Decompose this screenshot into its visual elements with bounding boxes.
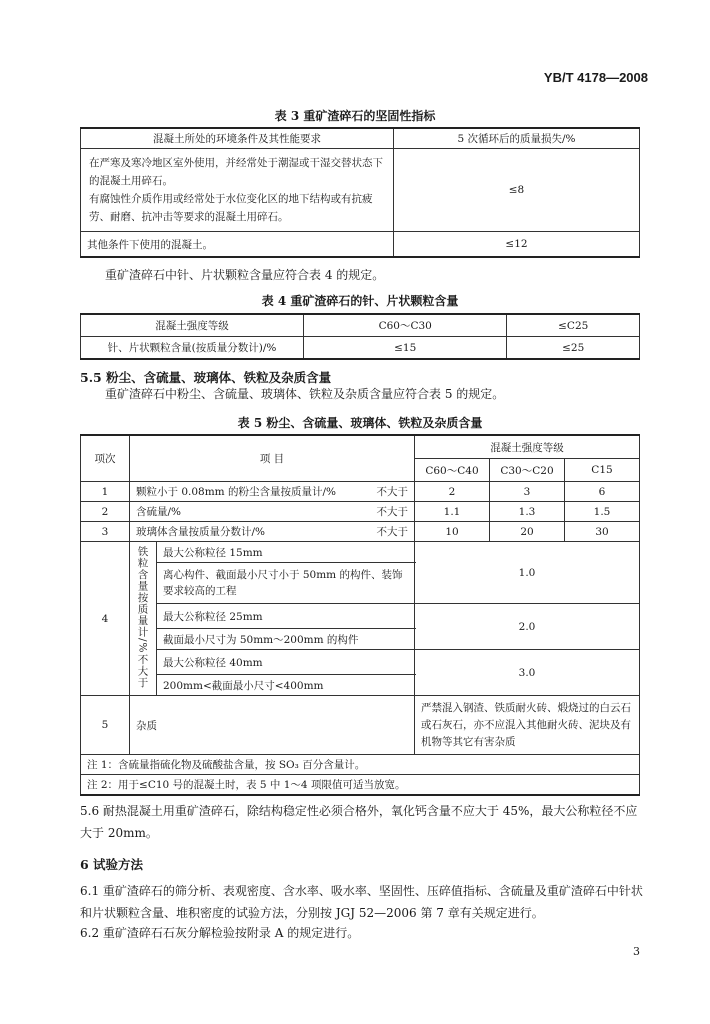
section-6-2: 6.2 重矿渣碎石石灰分解检验按附录 A 的规定进行。	[80, 926, 360, 940]
table5-r3-no: 3	[81, 522, 130, 542]
table5-r1-v3: 6	[565, 482, 640, 502]
table4	[80, 313, 640, 360]
table5-g2: C30～C20	[490, 459, 565, 482]
table3	[80, 127, 640, 258]
table5-r4-a: 最大公称粒径 15mm	[157, 542, 415, 563]
table5	[80, 434, 640, 796]
table5-caption: 表 5 粉尘、含硫量、玻璃体、铁粒及杂质含量	[237, 416, 483, 430]
table5-r4-v3: 3.0	[415, 650, 640, 696]
table4-r3: ≤25	[507, 337, 640, 360]
table5-g1: C60～C40	[415, 459, 490, 482]
table5-r1-item: 颗粒小于 0.08mm 的粉尘含量按质量计/% 不大于	[130, 482, 415, 502]
table5-h-grade: 混凝土强度等级	[415, 435, 640, 459]
table4-caption: 表 4 重矿渣碎石的针、片状颗粒含量	[261, 294, 459, 308]
table5-note1: 注 1：含硫量指硫化物及硫酸盐含量，按 SO₃ 百分含量计。	[81, 755, 640, 775]
table5-h-item: 项 目	[130, 435, 415, 482]
table5-r2-v3: 1.5	[565, 502, 640, 522]
table5-r4-b: 离心构件、截面最小尺寸小于 50mm 的构件、装饰要求较高的工程	[157, 563, 415, 604]
table5-h-no: 项次	[81, 435, 130, 482]
table3-row2-value: ≤12	[394, 232, 640, 258]
table4-h2: C60～C30	[304, 314, 507, 337]
table5-r4-v1: 1.0	[415, 542, 640, 604]
table5-r2-no: 2	[81, 502, 130, 522]
table3-caption: 表 3 重矿渣碎石的坚固性指标	[274, 109, 436, 123]
table5-r4-e: 最大公称粒径 40mm	[157, 650, 415, 675]
table5-r5-item: 杂质	[130, 696, 415, 755]
section-6-1: 6.1 重矿渣碎石的筛分析、表观密度、含水率、吸水率、坚固性、压碎值指标、含硫量及重矿渣碎石中针状和片状颗粒含量、堆积密度的试验方法，分别按 JGJ 52—2006 第 7 章有关规定进行。	[80, 884, 643, 920]
page-number: 3	[633, 945, 640, 958]
section-5-5-title: 5.5 粉尘、含硫量、玻璃体、铁粒及杂质含量	[80, 370, 332, 385]
table5-r3-v2: 20	[490, 522, 565, 542]
table5-r3-v3: 30	[565, 522, 640, 542]
table5-r2-v2: 1.3	[490, 502, 565, 522]
table5-r5-value: 严禁混入钢渣、铁质耐火砖、煅烧过的白云石或石灰石，亦不应混入其他耐火砖、泥块及有机物等其它有害杂质	[415, 696, 640, 755]
table5-r2-v1: 1.1	[415, 502, 490, 522]
table5-r4-f: 200mm<截面最小尺寸<400mm	[157, 675, 415, 696]
section-5-5-text: 重矿渣碎石中粉尘、含硫量、玻璃体、铁粒及杂质含量应符合表 5 的规定。	[105, 387, 505, 401]
table3-header-condition: 混凝土所处的环境条件及其性能要求	[81, 128, 394, 149]
table5-r4-v2: 2.0	[415, 604, 640, 650]
section-6-title: 6 试验方法	[80, 857, 144, 872]
table5-r4-d: 截面最小尺寸为 50mm～200mm 的构件	[157, 629, 415, 650]
table4-intro: 重矿渣碎石中针、片状颗粒含量应符合表 4 的规定。	[105, 268, 385, 282]
table4-r1: 针、片状颗粒含量(按质量分数计)/%	[81, 337, 304, 360]
table5-r3-item: 玻璃体含量按质量分数计/% 不大于	[130, 522, 415, 542]
table5-r4-c: 最大公称粒径 25mm	[157, 604, 415, 629]
table5-r1-v1: 2	[415, 482, 490, 502]
table4-r2: ≤15	[304, 337, 507, 360]
table3-header-loss: 5 次循环后的质量损失/%	[394, 128, 640, 149]
standard-number: YB/T 4178—2008	[543, 70, 648, 85]
table5-r1-no: 1	[81, 482, 130, 502]
table5-r5-no: 5	[81, 696, 130, 755]
table5-note2: 注 2：用于≤C10 号的混凝土时，表 5 中 1～4 项限值可适当放宽。	[81, 775, 640, 796]
section-5-6: 5.6 耐热混凝土用重矿渣碎石，除结构稳定性必须合格外，氧化钙含量不应大于 45%，最大公称粒径不应大于 20mm。	[80, 804, 638, 840]
table3-row1-value: ≤8	[394, 149, 640, 232]
table5-r3-v1: 10	[415, 522, 490, 542]
table5-g3: C15	[565, 459, 640, 482]
table4-h3: ≤C25	[507, 314, 640, 337]
table5-r1-v2: 3	[490, 482, 565, 502]
table5-r4-side: 铁粒含量按质量计/%不大于	[130, 542, 157, 696]
table5-r2-item: 含硫量/% 不大于	[130, 502, 415, 522]
table4-h1: 混凝土强度等级	[81, 314, 304, 337]
table3-row1-condition: 在严寒及寒冷地区室外使用，并经常处于潮湿或干湿交替状态下的混凝土用碎石。 有腐蚀性介质作用或经常处于水位变化区的地下结构或有抗疲劳、耐磨、抗冲击等要求的混凝土用碎石。	[81, 149, 394, 232]
table5-r4-no: 4	[81, 542, 130, 696]
table3-row2-condition: 其他条件下使用的混凝土。	[81, 232, 394, 258]
